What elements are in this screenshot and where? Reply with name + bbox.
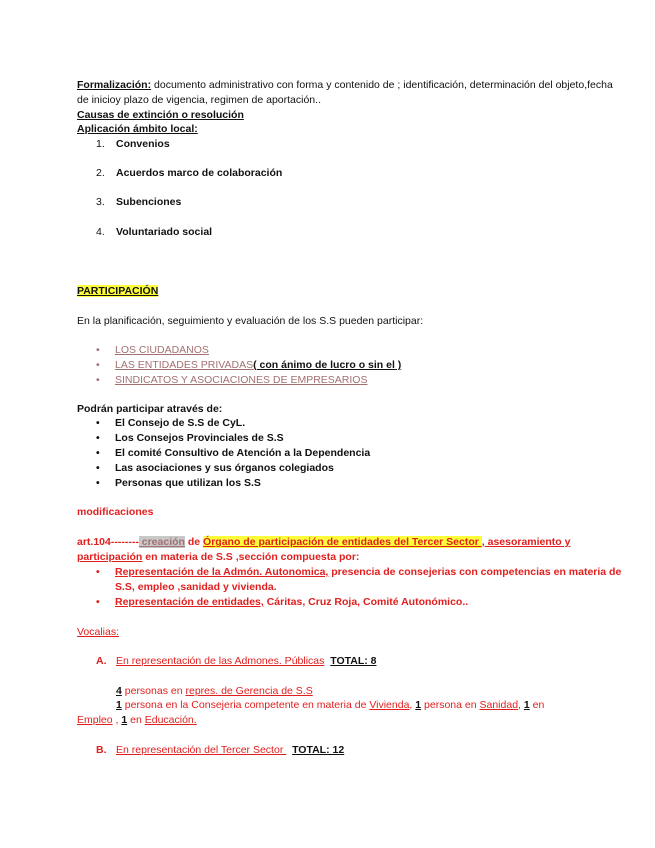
item-label: Convenios [116, 138, 170, 150]
vocalias-heading: Vocalias: [77, 626, 120, 638]
asesoramiento-text: asesoramiento y [484, 536, 571, 548]
art-line-2 [77, 550, 359, 564]
count: 1 [415, 699, 422, 711]
creacion-text: creación [138, 536, 185, 548]
vocalia-a-text-wrap [116, 654, 377, 668]
bullet-text: presencia de consejerias con competencias en materia de [328, 566, 622, 578]
item-number: 4. [96, 226, 105, 238]
bullet-text: LAS ENTIDADES PRIVADAS [115, 359, 254, 371]
list-item [96, 358, 401, 372]
vocalia-a-line-3 [77, 713, 197, 727]
numbered-item [96, 166, 283, 180]
separator: , [409, 699, 416, 711]
art-prefix: art.104-------- [77, 536, 139, 548]
empleo-text: Empleo [77, 714, 113, 726]
count: 1 [121, 714, 128, 726]
vocalia-total: TOTAL: 8 [330, 655, 377, 667]
vocalia-text: En representación del Tercer Sector [116, 744, 287, 756]
count: 1 [523, 699, 530, 711]
vocalia-b [96, 743, 345, 757]
formalizacion-text: documento administrativo con forma y contenido de ; identificación, determinación del objeto,fecha [151, 79, 613, 91]
line-text: en [127, 714, 145, 726]
vocalia-a [96, 654, 377, 668]
item-label: Voluntariado social [116, 226, 213, 238]
vocalia-letter: B. [96, 744, 107, 756]
line-text: persona en [421, 699, 480, 711]
bullet-extra: ( con ánimo de lucro o sin el ) [253, 359, 402, 371]
bullet-icon: • [96, 462, 100, 474]
bullet-icon: • [96, 374, 100, 386]
bullet-icon: • [96, 447, 100, 459]
bullet-icon: • [96, 359, 100, 371]
art-line [77, 535, 570, 549]
organo-text: Órgano de participación de entidades del Tercer Sector [203, 536, 482, 548]
vivienda-text: Vivienda [369, 699, 410, 711]
list-item [96, 343, 209, 357]
art-rest: en materia de S.S ,sección compuesta por: [142, 551, 360, 563]
bullet-text: Personas que utilizan los S.S [115, 477, 261, 489]
art-de: de [184, 536, 204, 548]
line-text: en [529, 699, 545, 711]
numbered-item [96, 137, 170, 151]
line-text: persona en la Consejeria competente en materia de [121, 699, 370, 711]
bullet-icon: • [96, 596, 100, 608]
bullet-icon: • [96, 344, 100, 356]
bullet-text: Cáritas, Cruz Roja, Comité Autonómico.. [263, 596, 469, 608]
vocalia-letter: A. [96, 655, 107, 667]
vocalia-a-line-1 [116, 684, 313, 698]
bullet-text: El comité Consultivo de Atención a la Dependencia [115, 447, 371, 459]
bullet-text: Los Consejos Provinciales de S.S [115, 432, 284, 444]
participacion-word: participación [77, 551, 143, 563]
line-text: personas en [121, 685, 186, 697]
vocalia-total: TOTAL: 12 [292, 744, 345, 756]
list-item-continuation: S.S, empleo ,sanidad y vivienda. [115, 581, 277, 593]
vocalia-b-text-wrap [116, 743, 344, 757]
list-item [96, 431, 284, 445]
list-item [96, 446, 370, 460]
bullet-text: El Consejo de S.S de CyL. [115, 417, 246, 429]
item-label: Subenciones [116, 196, 182, 208]
bullet-text: Las asociaciones y sus órganos colegiados [115, 462, 334, 474]
educacion-text: Educación. [144, 714, 197, 726]
bullet-underlined: Representación de entidades, [115, 596, 264, 608]
list-item [96, 565, 621, 579]
bullet-icon: • [96, 477, 100, 489]
formalizacion-line [77, 78, 613, 92]
aplicacion-heading: Aplicación ámbito local: [77, 123, 198, 135]
list-item [96, 373, 367, 387]
count: 4 [116, 685, 122, 697]
count: 1 [116, 699, 122, 711]
modificaciones-heading: modificaciones [77, 506, 154, 518]
bullet-text: LOS CIUDADANOS [115, 344, 209, 356]
bullet-icon: • [96, 566, 100, 578]
bullet-icon: • [96, 432, 100, 444]
list-item [96, 476, 261, 490]
art-comma: , [481, 536, 485, 548]
formalizacion-line-2: de inicioy plazo de vigencia, regimen de aportación.. [77, 94, 321, 106]
list-item [96, 461, 334, 475]
bullet-icon: • [96, 417, 100, 429]
podran-heading: Podrán participar através de: [77, 403, 223, 415]
list-item [96, 416, 245, 430]
numbered-item [96, 225, 213, 239]
sanidad-text: Sanidad [479, 699, 519, 711]
list-item [96, 595, 468, 609]
participacion-heading: PARTICIPACIÓN [77, 285, 159, 297]
vocalia-a-line-2 [116, 698, 544, 712]
bullet-underlined: Representación de la Admón. Autonomica, [115, 566, 329, 578]
item-label: Acuerdos marco de colaboración [116, 167, 283, 179]
causas-heading: Causas de extinción o resolución [77, 109, 244, 121]
formalizacion-label: Formalización: [77, 79, 152, 91]
item-number: 1. [96, 138, 105, 150]
participacion-heading-line [77, 284, 158, 298]
separator: , [112, 714, 122, 726]
vocalia-text: En representación de las Admones. Públicas [116, 655, 325, 667]
bullet-text: SINDICATOS Y ASOCIACIONES DE EMPRESARIOS [115, 374, 368, 386]
line-underlined: repres. de Gerencia de S.S [185, 685, 313, 697]
item-number: 3. [96, 196, 105, 208]
participacion-intro: En la planificación, seguimiento y evaluación de los S.S pueden participar: [77, 315, 424, 327]
separator: , [518, 699, 524, 711]
item-number: 2. [96, 167, 105, 179]
numbered-item [96, 195, 182, 209]
